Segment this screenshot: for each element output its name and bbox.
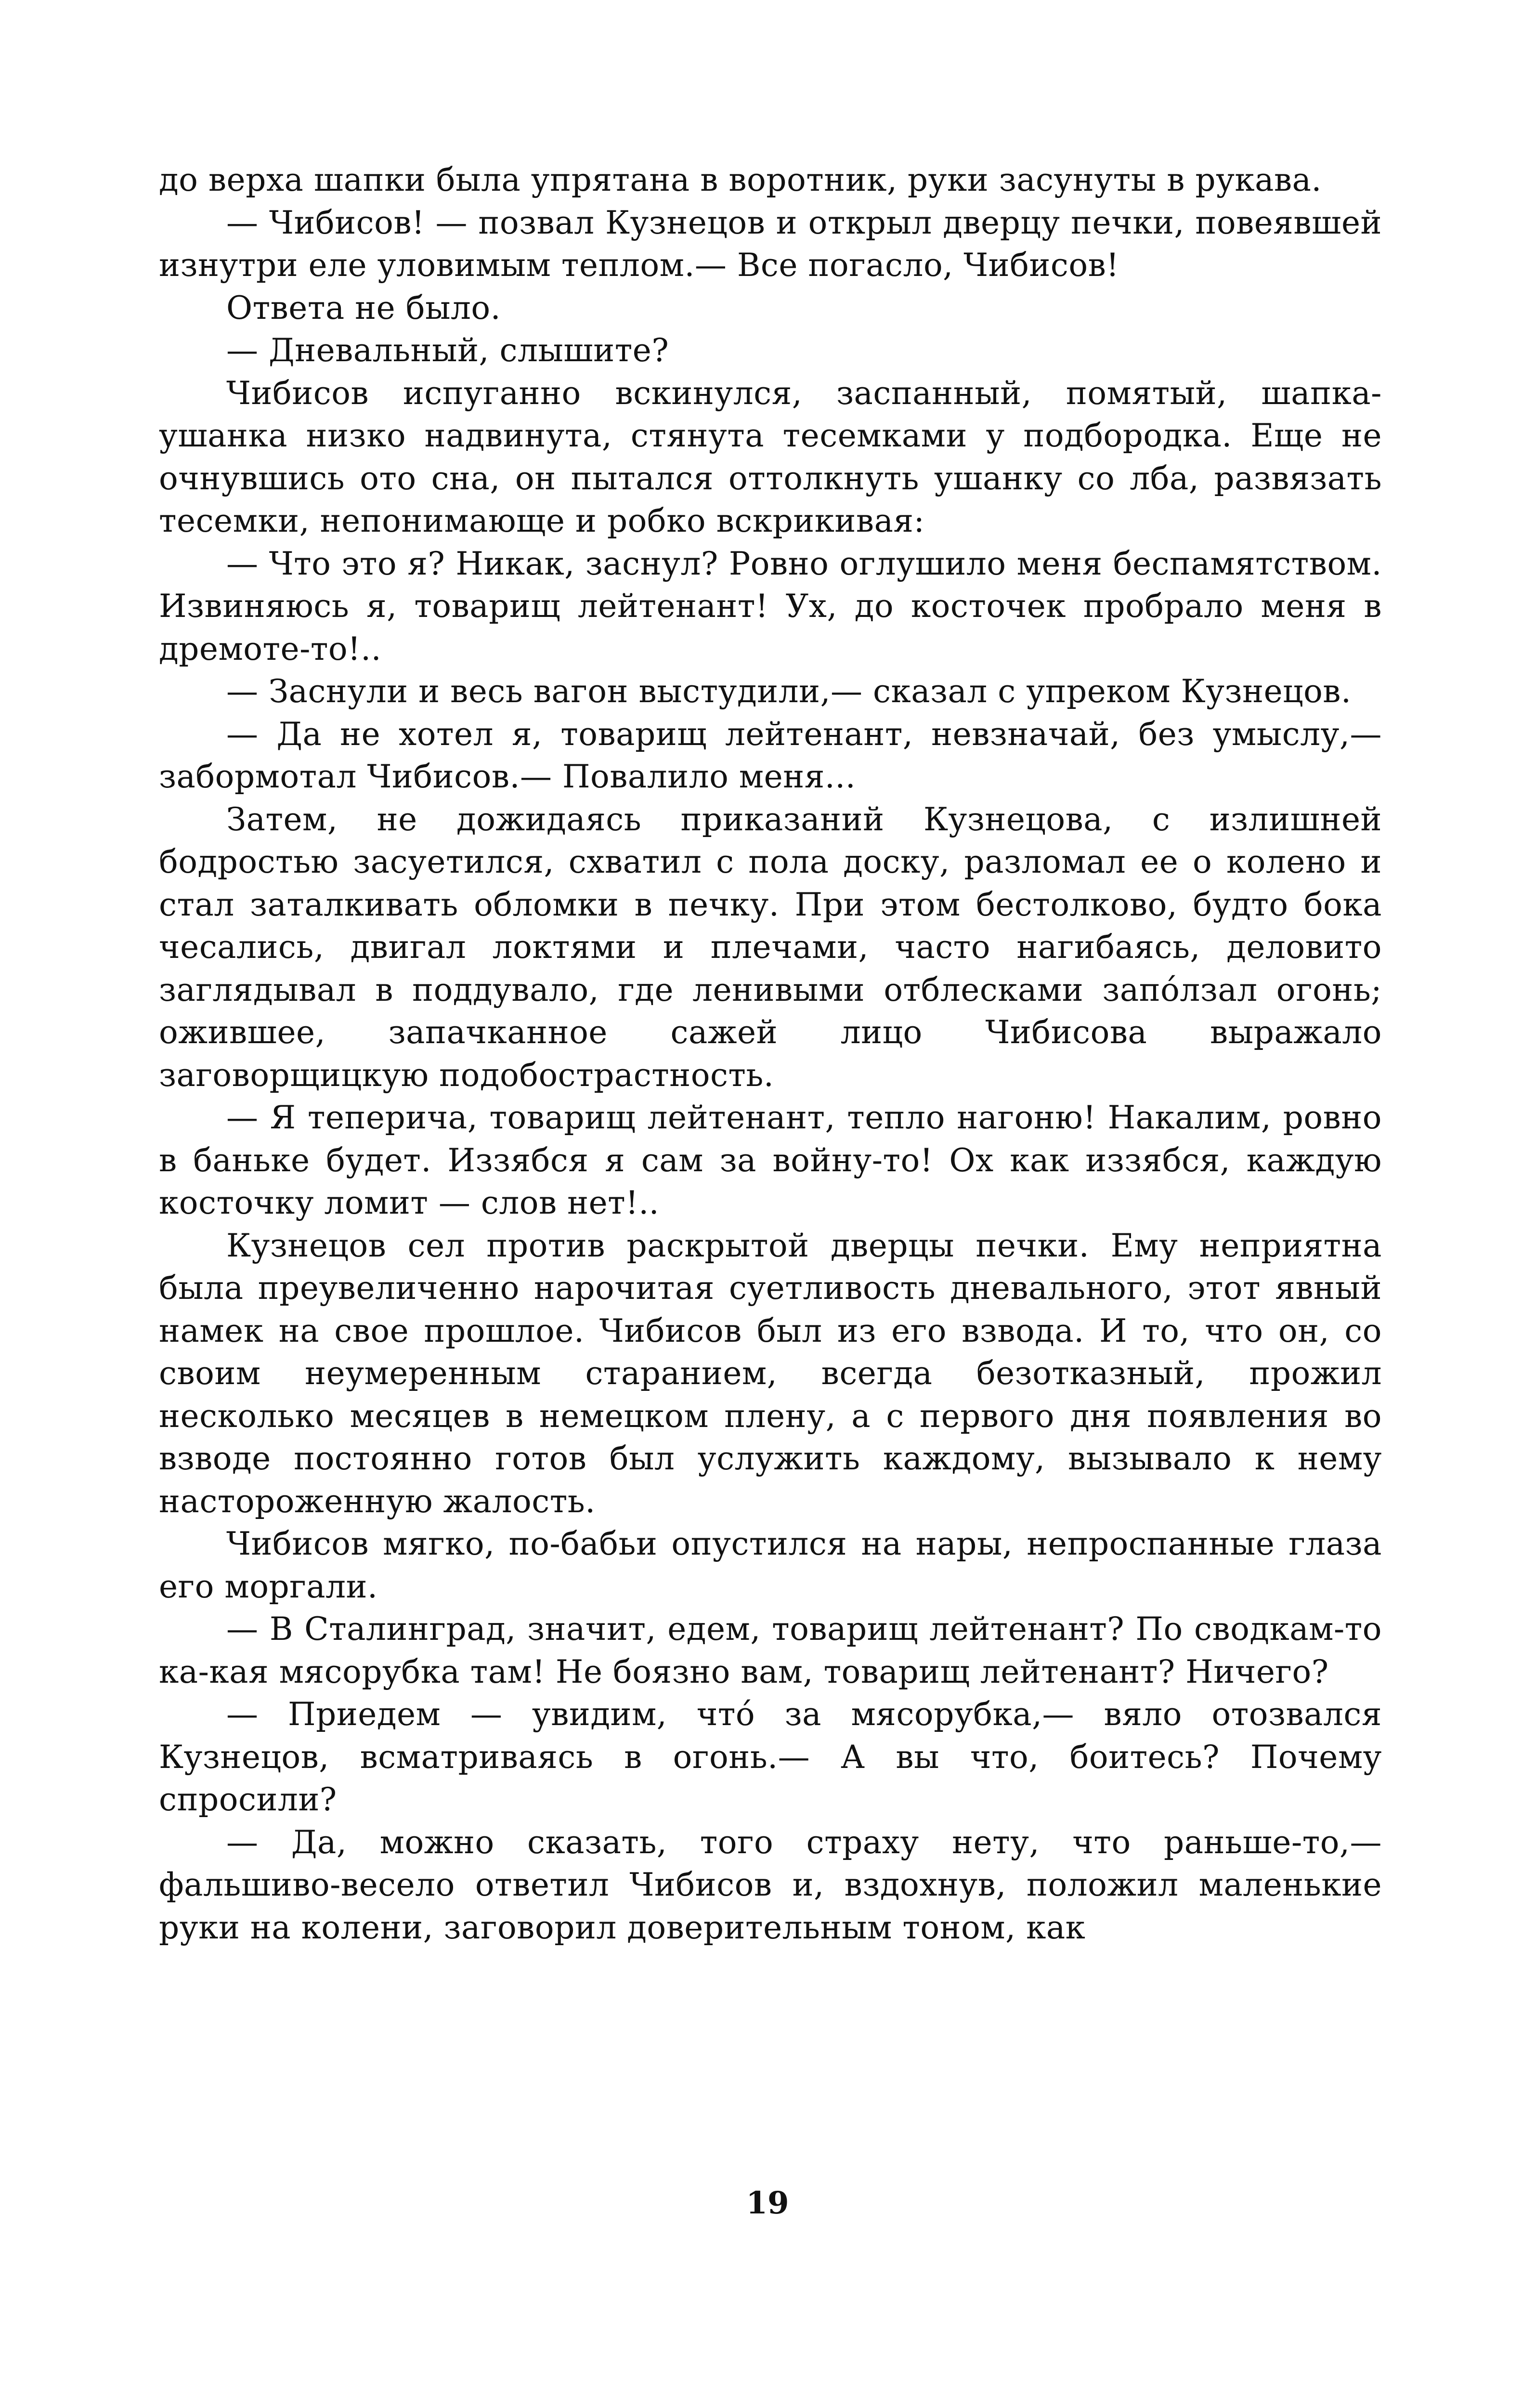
- paragraph: — Приедем — увидим, что́ за мясорубка,— вяло отозвался Кузнецов, всматриваясь в огонь.— А вы что, боитесь? Почему спросили?: [159, 1696, 1382, 1818]
- page-body: [159, 159, 1382, 1949]
- paragraph: — Да не хотел я, товарищ лейтенант, невзначай, без умыслу,— забормотал Чибисов.— Повалило меня...: [159, 715, 1382, 795]
- paragraph: — Я теперича, товарищ лейтенант, тепло нагоню! Накалим, ровно в баньке будет. Иззябся я сам за войну-то! Ох как иззябся, каждую косточку ломит — слов нет!..: [159, 1099, 1382, 1221]
- page-number: 19: [746, 2185, 789, 2221]
- paragraph: — Да, можно сказать, того страху нету, что раньше-то,— фальшиво-весело ответил Чибисов и, вздохнув, положил маленькие руки на колени, заговорил доверительным тоном, как: [159, 1823, 1382, 1946]
- paragraph: Кузнецов сел против раскрытой дверцы печки. Ему неприятна была преувеличенно нарочитая суетливость дневального, этот явный намек на свое прошлое. Чибисов был из его взвода. И то, что он, со своим неумеренным старанием, всегда безотказный, прожил несколько месяцев в немецком плену, а с первого дня появления во взводе постоянно готов был услужить каждому, вызывало к нему настороженную жалость.: [159, 1227, 1382, 1520]
- paragraph: Чибисов испуганно вскинулся, заспанный, помятый, шапка-ушанка низко надвинута, стянута тесемками у подбородка. Еще не очнувшись ото сна, он пытался оттолкнуть ушанку со лба, развязать тесемки, непонимающе и робко вскрикивая:: [159, 374, 1382, 539]
- paragraph: — Дневальный, слышите?: [226, 332, 669, 369]
- paragraph: — Чибисов! — позвал Кузнецов и открыл дверцу печки, повеявшей изнутри еле уловимым теплом.— Все погасло, Чибисов!: [159, 204, 1382, 284]
- paragraph: Ответа не было.: [226, 289, 501, 327]
- paragraph: — Заснули и весь вагон выстудили,— сказал с упреком Кузнецов.: [226, 673, 1352, 710]
- paragraph: — Что это я? Никак, заснул? Ровно оглушило меня беспамятством. Извиняюсь я, товарищ лейтенант! Ух, до косточек пробрало меня в дремоте-то!..: [159, 545, 1382, 667]
- paragraph: до верха шапки была упрятана в воротник, руки засунуты в рукава.: [159, 161, 1322, 198]
- paragraph: Чибисов мягко, по-бабьи опустился на нары, непроспанные глаза его моргали.: [159, 1525, 1382, 1605]
- paragraph: — В Сталинград, значит, едем, товарищ лейтенант? По сводкам-то ка-кая мясорубка там! Не боязно вам, товарищ лейтенант? Ничего?: [159, 1610, 1382, 1690]
- paragraph: Затем, не дожидаясь приказаний Кузнецова, с излишней бодростью засуетился, схватил с пола доску, разломал ее о колено и стал заталкивать обломки в печку. При этом бестолково, будто бока чесались, двигал локтями и плечами, часто нагибаясь, деловито заглядывал в поддувало, где ленивыми отблесками запо́лзал огонь; ожившее, запачканное сажей лицо Чибисова выражало заговорщицкую подобострастность.: [159, 800, 1382, 1094]
